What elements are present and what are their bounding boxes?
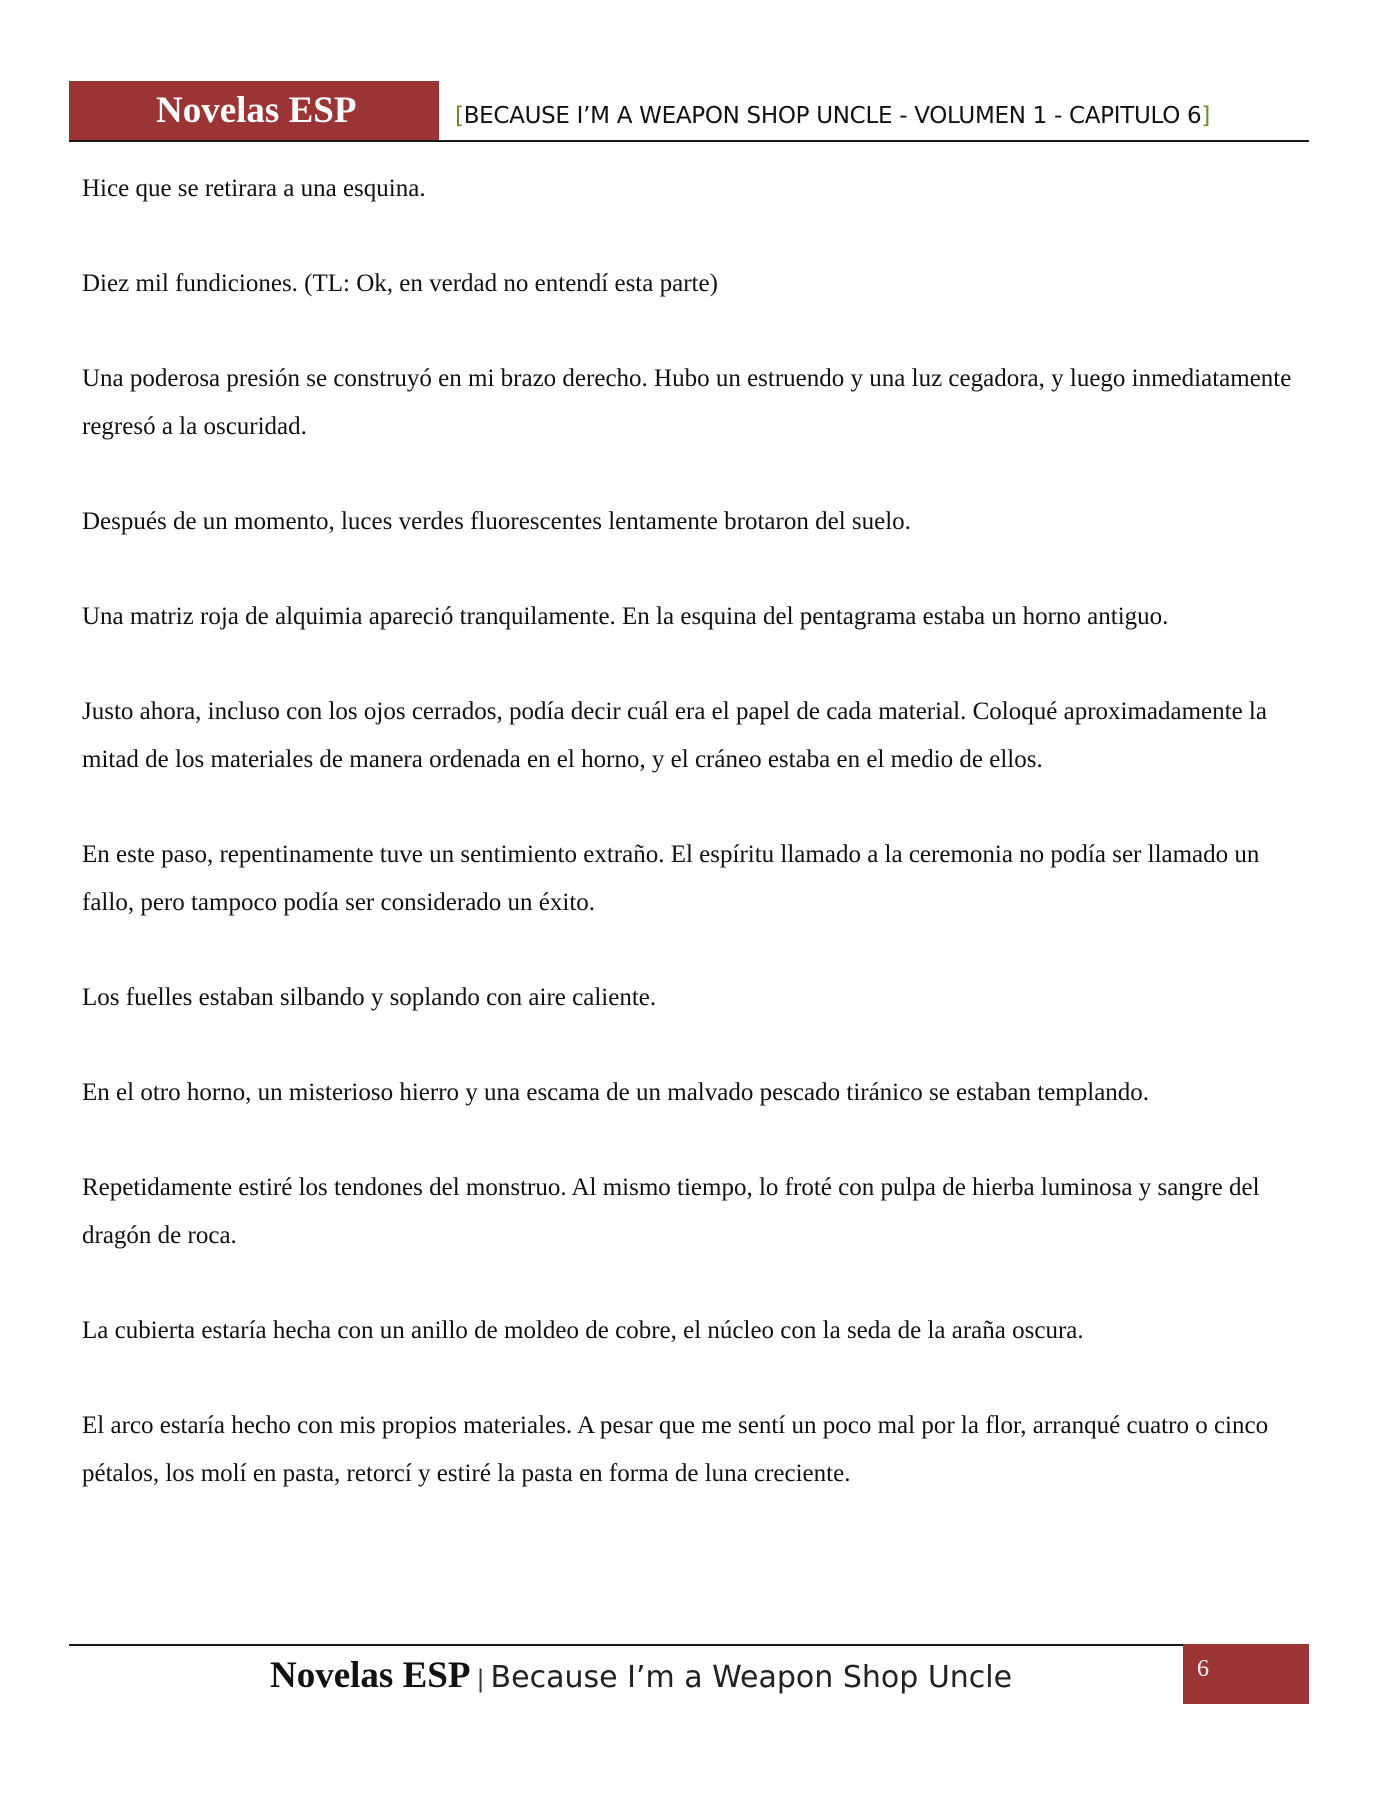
header-divider	[69, 140, 1309, 142]
footer-separator: |	[476, 1665, 485, 1693]
page-number: 6	[1197, 1656, 1209, 1682]
paragraph: Una matriz roja de alquimia apareció tranquilamente. En la esquina del pentagrama estaba un horno antiguo.	[82, 603, 1169, 630]
header-chapter-title	[455, 98, 1210, 134]
footer-caption	[270, 1651, 1012, 1701]
paragraph: Los fuelles estaban silbando y soplando con aire caliente.	[82, 984, 657, 1011]
paragraph: Hice que se retirara a una esquina.	[82, 175, 426, 202]
paragraph: Después de un momento, luces verdes fluorescentes lentamente brotaron del suelo.	[82, 508, 911, 535]
paragraph: El arco estaría hecho con mis propios materiales. A pesar que me sentí un poco mal por la flor, arranqué cuatro o cinco pétalos, los molí en pasta, retorcí y estiré la pasta en forma de luna creciente.	[82, 1412, 1269, 1487]
title-text: BECAUSE I’M A WEAPON SHOP UNCLE - VOLUMEN 1 - CAPITULO 6	[463, 103, 1202, 129]
page-number-box	[1183, 1644, 1309, 1704]
header-brand: Novelas ESP	[156, 90, 357, 131]
paragraph: Repetidamente estiré los tendones del monstruo. Al mismo tiempo, lo froté con pulpa de hierba luminosa y sangre del dragón de roca.	[82, 1174, 1260, 1249]
header-brand-block	[69, 81, 439, 141]
paragraph: Diez mil fundiciones. (TL: Ok, en verdad no entendí esta parte)	[82, 270, 718, 297]
paragraph: En este paso, repentinamente tuve un sentimiento extraño. El espíritu llamado a la ceremonia no podía ser llamado un fallo, pero tampoco podía ser considerado un éxito.	[82, 841, 1260, 916]
footer-subtitle: Because I’m a Weapon Shop Uncle	[490, 1660, 1013, 1695]
paragraph: La cubierta estaría hecha con un anillo de moldeo de cobre, el núcleo con la seda de la araña oscura.	[82, 1317, 1084, 1344]
paragraph: Justo ahora, incluso con los ojos cerrados, podía decir cuál era el papel de cada material. Coloqué aproximadamente la mitad de los materiales de manera ordenada en el horno, y el cráneo estaba en el medio de ellos.	[82, 698, 1267, 773]
paragraph: En el otro horno, un misterioso hierro y una escama de un malvado pescado tiránico se estaban templando.	[82, 1079, 1150, 1106]
title-close-bracket: ]	[1201, 103, 1211, 129]
paragraph: Una poderosa presión se construyó en mi brazo derecho. Hubo un estruendo y una luz cegadora, y luego inmediatamente regresó a la oscuridad.	[82, 365, 1292, 440]
footer-divider	[69, 1644, 1183, 1646]
chapter-body	[82, 165, 1314, 1545]
title-open-bracket: [	[455, 103, 464, 129]
footer-brand: Novelas ESP	[270, 1655, 471, 1696]
